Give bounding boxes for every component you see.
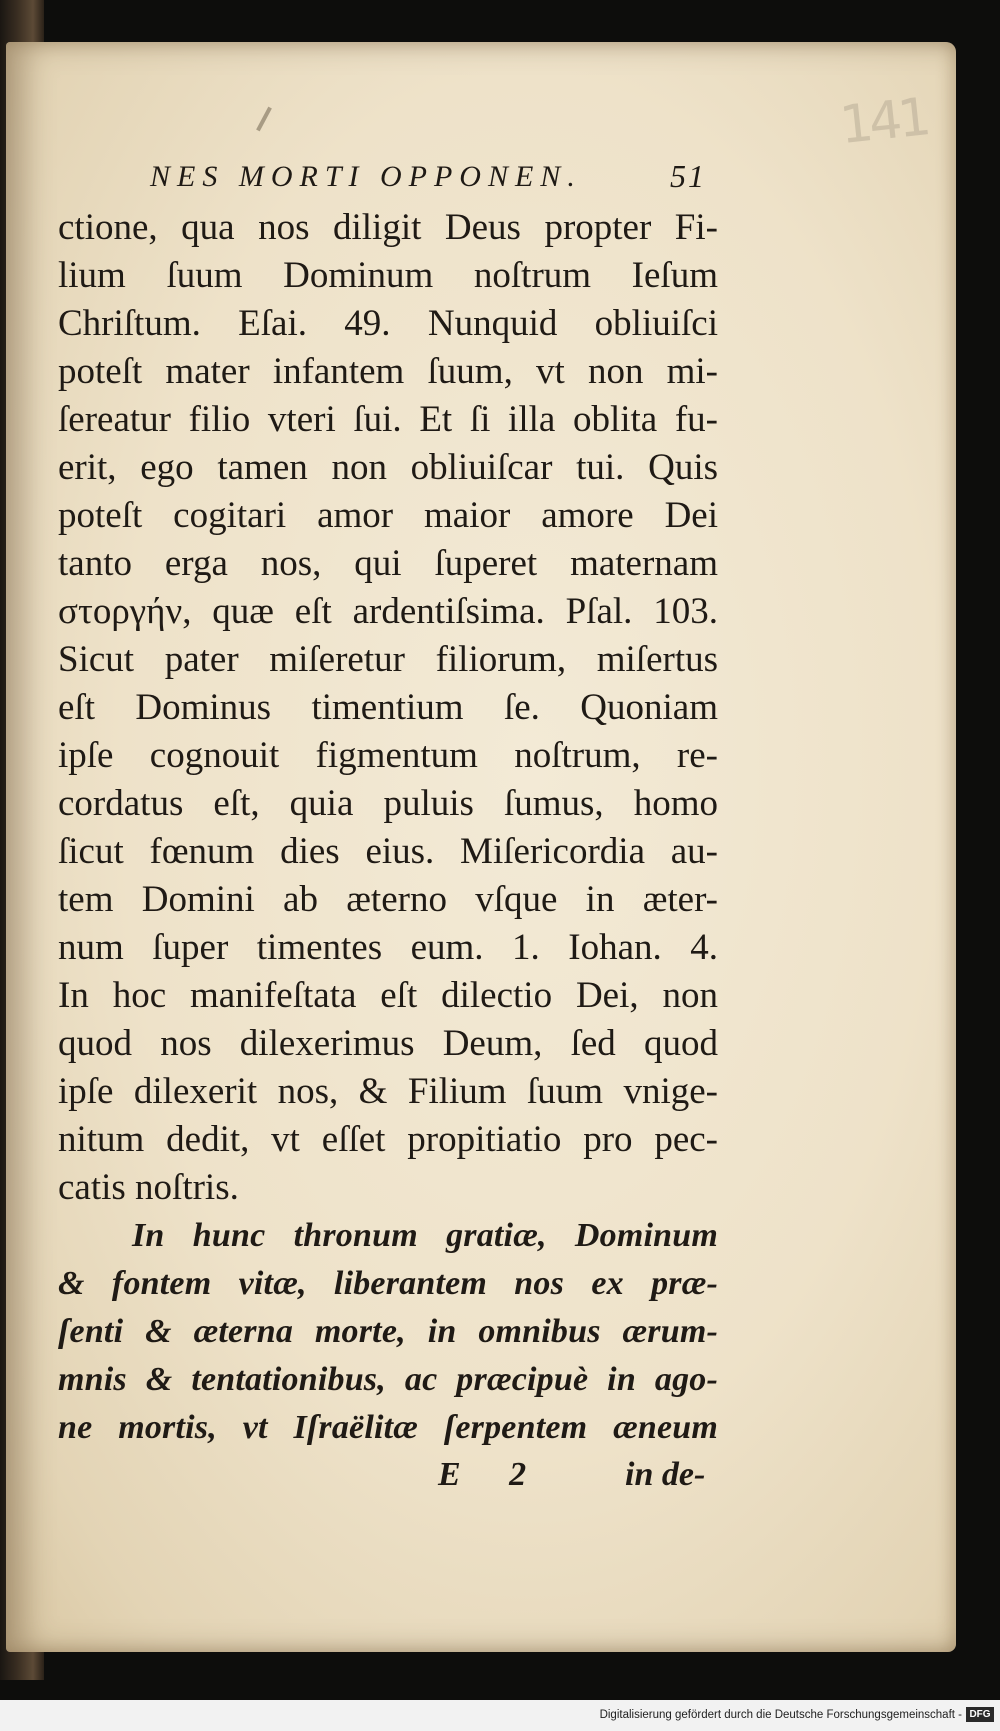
catchline bbox=[58, 1452, 718, 1500]
text-line: num ſuper timentes eum. 1. Iohan. 4. bbox=[58, 927, 718, 968]
book-page bbox=[6, 42, 956, 1652]
text-line: quod nos dilexerimus Deum, ſed quod bbox=[58, 1023, 718, 1064]
dfg-logo: DFG bbox=[966, 1707, 994, 1722]
text-line: eſt Dominus timentium ſe. Quoniam bbox=[58, 687, 718, 728]
text-line: ipſe cognouit figmentum noſtrum, re- bbox=[58, 735, 718, 776]
pen-stroke-mark bbox=[256, 107, 272, 132]
running-header bbox=[58, 152, 718, 204]
text-line: lium ſuum Dominum noſtrum Ieſum bbox=[58, 255, 718, 296]
text-line: nitum dedit, vt eſſet propitiatio pro pec- bbox=[58, 1119, 718, 1160]
italic-line: In hunc thronum gratiæ, Dominum bbox=[132, 1217, 718, 1254]
page-text bbox=[58, 152, 718, 1500]
text-line: ſereatur filio vteri ſui. Et ſi illa oblita fu- bbox=[58, 399, 718, 440]
italic-line: mnis & tentationibus, ac præcipuè in ago- bbox=[58, 1361, 718, 1398]
text-line: ipſe dilexerit nos, & Filium ſuum vnige- bbox=[58, 1071, 718, 1112]
signature-mark: E 2 bbox=[438, 1456, 547, 1493]
italic-line: ſenti & æterna morte, in omnibus ærum- bbox=[58, 1313, 718, 1350]
italic-paragraph bbox=[58, 1212, 718, 1452]
text-line: poteſt mater infantem ſuum, vt non mi- bbox=[58, 351, 718, 392]
italic-line: & fontem vitæ, liberantem nos ex præ- bbox=[58, 1265, 718, 1302]
text-line: ctione, qua nos diligit Deus propter Fi- bbox=[58, 207, 718, 248]
text-line: Sicut pater miſeretur filiorum, miſertus bbox=[58, 639, 718, 680]
body-paragraph bbox=[58, 204, 718, 1212]
pencil-page-note: 141 bbox=[837, 87, 931, 157]
text-line: erit, ego tamen non obliuiſcar tui. Quis bbox=[58, 447, 718, 488]
catchword: in de- bbox=[625, 1456, 706, 1493]
text-line: catis noſtris. bbox=[58, 1167, 239, 1208]
text-line: In hoc manifeſtata eſt dilectio Dei, non bbox=[58, 975, 718, 1016]
text-line: στοργήν, quæ eſt ardentiſsima. Pſal. 103. bbox=[58, 591, 718, 632]
text-line: tem Domini ab æterno vſque in æter- bbox=[58, 879, 718, 920]
text-line: tanto erga nos, qui ſuperet maternam bbox=[58, 543, 718, 584]
text-line: ſicut fœnum dies eius. Miſericordia au- bbox=[58, 831, 718, 872]
page-number: 51 bbox=[670, 158, 706, 194]
text-line: poteſt cogitari amor maior amore Dei bbox=[58, 495, 718, 536]
text-line: Chriſtum. Eſai. 49. Nunquid obliuiſci bbox=[58, 303, 718, 344]
italic-line: ne mortis, vt Iſraëlitæ ſerpentem æneum bbox=[58, 1409, 718, 1446]
running-title: NES MORTI OPPONEN. bbox=[150, 160, 582, 193]
funding-credit: Digitalisierung gefördert durch die Deutsche Forschungsgemeinschaft - bbox=[599, 1709, 962, 1721]
text-line: cordatus eſt, quia puluis ſumus, homo bbox=[58, 783, 718, 824]
